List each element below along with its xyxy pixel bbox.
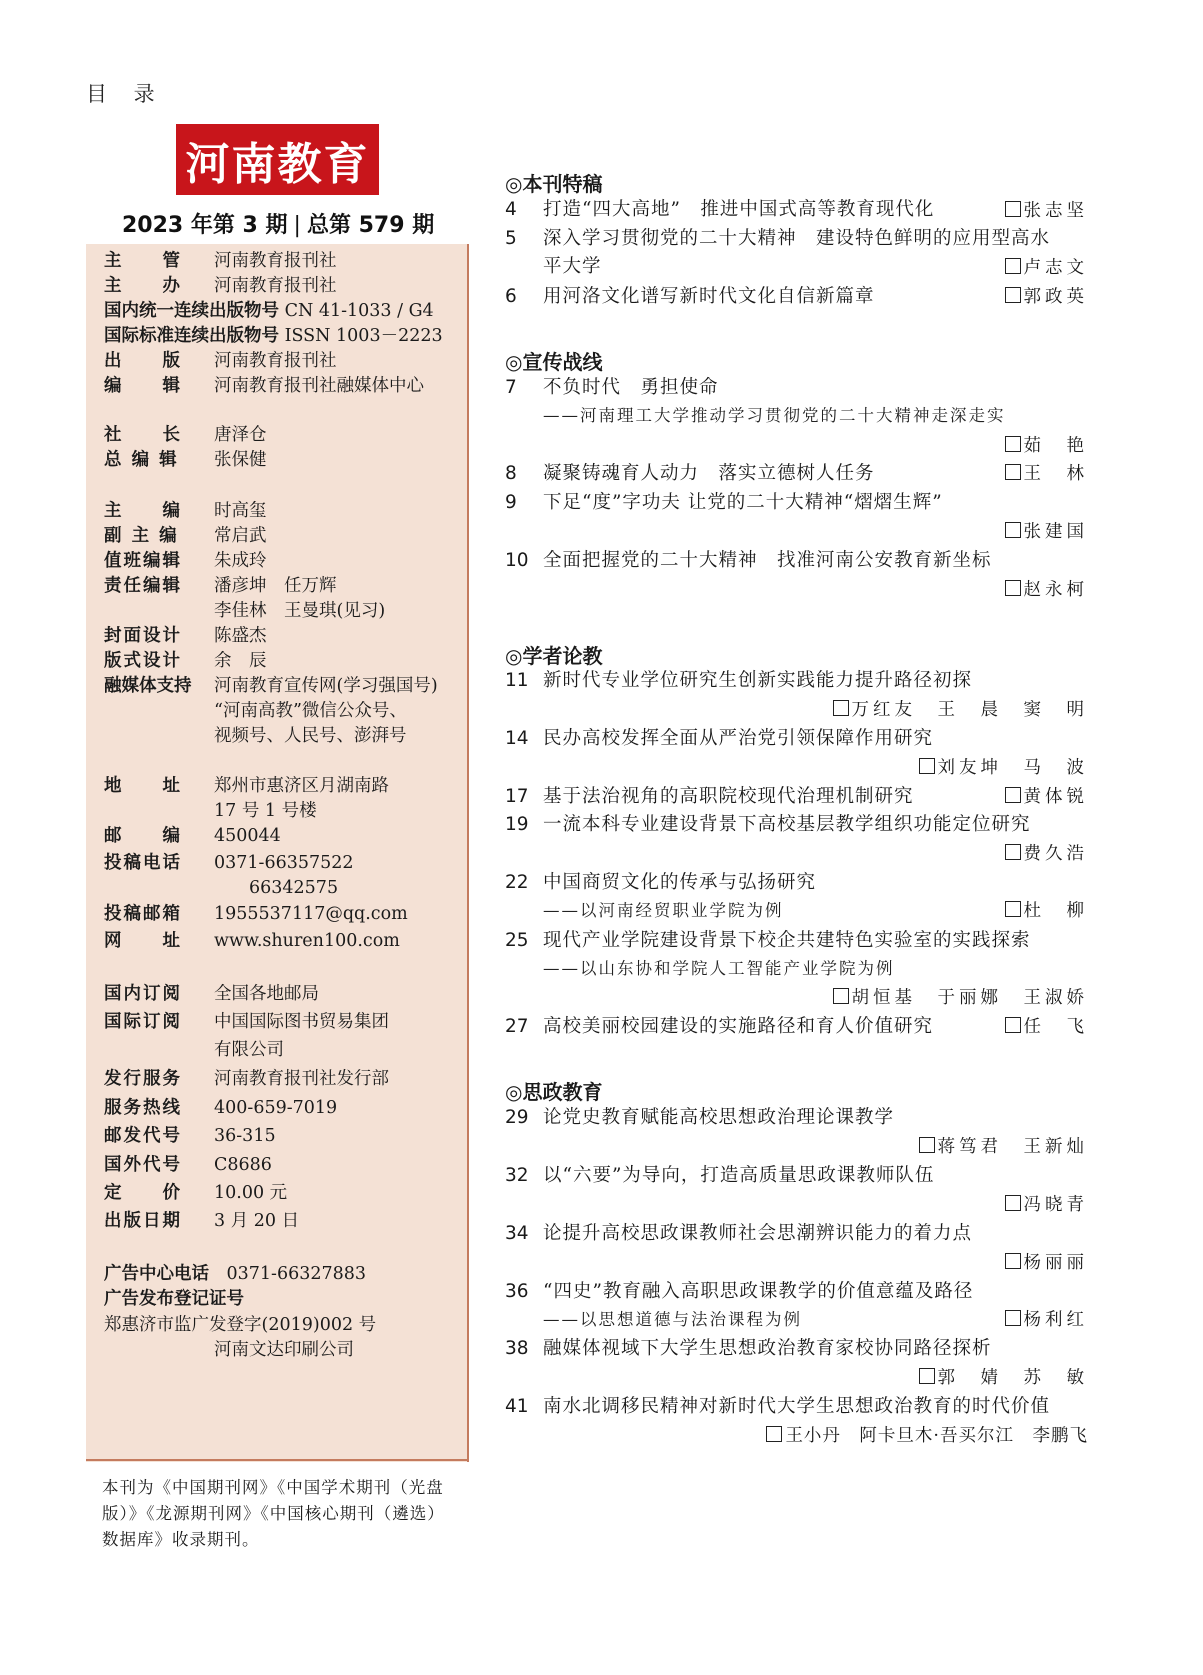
author: 费久浩	[1005, 842, 1089, 866]
subtitle: ——以山东协和学院人工智能产业学院为例	[543, 959, 895, 978]
info-row: 17 号 1 号楼	[214, 801, 317, 821]
toc-entry[interactable]	[505, 198, 1088, 222]
toc-entry[interactable]	[505, 871, 1088, 895]
page-number: 11	[505, 670, 529, 691]
info-row: 国外代号 C8686	[104, 1155, 272, 1175]
page-number: 9	[505, 492, 517, 513]
info-row: 地 址 郑州市惠济区月湖南路	[104, 776, 389, 796]
info-row: 版式设计 余 辰	[104, 651, 267, 671]
author: 卢志文	[1005, 256, 1089, 280]
author: 黄体锐	[1005, 785, 1089, 809]
author: 万红友 王 晨 窦 明	[833, 698, 1089, 722]
page-number: 29	[505, 1107, 529, 1128]
text: 基于法治视角的高职院校现代治理机制研究	[543, 786, 914, 807]
toc-entry[interactable]	[505, 227, 1088, 251]
page-number: 25	[505, 930, 529, 951]
issue-line: 2023 年第 3 期 | 总第 579 期	[122, 213, 435, 238]
info-row: 主 管 河南教育报刊社	[104, 251, 337, 271]
info-row: 出版日期 3 月 20 日	[104, 1211, 300, 1231]
toc-entry[interactable]	[505, 285, 1088, 309]
info-row: 广告中心电话 0371-66327883	[104, 1264, 367, 1284]
page-number: 34	[505, 1223, 529, 1244]
page-number: 5	[505, 228, 517, 249]
text: 以“六要”为导向，打造高质量思政课教师队伍	[543, 1165, 935, 1186]
info-row: 李佳林 王曼琪(见习)	[214, 601, 386, 621]
info-row: 社 长 唐泽仓	[104, 425, 267, 445]
toc-entry[interactable]	[505, 669, 1088, 693]
author: 杨利红	[1005, 1308, 1089, 1332]
info-row: 责任编辑 潘彦坤 任万辉	[104, 576, 337, 596]
text: 下足“度”字功夫 让党的二十大精神“熠熠生辉”	[543, 492, 943, 513]
author: 郭政英	[1005, 285, 1089, 309]
text: 论提升高校思政课教师社会思潮辨识能力的着力点	[543, 1223, 973, 1244]
text: 全面把握党的二十大精神 找准河南公安教育新坐标	[543, 550, 992, 571]
subtitle: ——以思想道德与法治课程为例	[543, 1310, 802, 1329]
section-heading: ◎本刊特稿	[505, 172, 603, 196]
info-row: 总 编 辑 张保健	[104, 450, 267, 470]
info-row: 融媒体支持 河南教育宣传网(学习强国号)	[104, 676, 438, 696]
author: 冯晓青	[1005, 1193, 1089, 1217]
page-number: 27	[505, 1016, 529, 1037]
info-row: 邮发代号 36-315	[104, 1126, 276, 1146]
text: 民办高校发挥全面从严治党引领保障作用研究	[543, 728, 934, 749]
author: 赵永柯	[1005, 578, 1089, 602]
text: 现代产业学院建设背景下校企共建特色实验室的实践探索	[543, 930, 1031, 951]
author: 蒋笃君 王新灿	[919, 1135, 1089, 1159]
toc-entry[interactable]	[505, 813, 1088, 837]
page-number: 41	[505, 1396, 529, 1417]
toc-entry[interactable]	[505, 491, 1088, 515]
section-heading: ◎宣传战线	[505, 350, 603, 374]
page-number: 22	[505, 872, 529, 893]
text: 用河洛文化谱写新时代文化自信新篇章	[543, 286, 875, 307]
indexing-note: 本刊为《中国期刊网》《中国学术期刊（光盘版）》《龙源期刊网》《中国核心期刊（遴选）数据库》收录期刊。	[86, 1459, 467, 1569]
text: 中国商贸文化的传承与弘扬研究	[543, 872, 817, 893]
info-row: 郑惠济市监广发登字(2019)002 号	[104, 1315, 377, 1335]
author: 王小丹 阿卡旦木·吾买尔江 李鹏飞	[766, 1424, 1088, 1448]
info-row: “河南高教”微信公众号、	[214, 701, 407, 721]
author: 胡恒基 于丽娜 王淑娇	[833, 986, 1089, 1010]
info-row: 服务热线 400-659-7019	[104, 1098, 338, 1118]
author: 杜 柳	[1005, 899, 1089, 923]
text: 论党史教育赋能高校思想政治理论课教学	[543, 1107, 895, 1128]
page-number: 8	[505, 463, 517, 484]
text: 融媒体视域下大学生思想政治教育家校协同路径探析	[543, 1338, 992, 1359]
text: 打造“四大高地” 推进中国式高等教育现代化	[543, 199, 935, 220]
page-number: 32	[505, 1165, 529, 1186]
text: 南水北调移民精神对新时代大学生思想政治教育的时代价值	[543, 1396, 1051, 1417]
info-row: 主 编 时高玺	[104, 501, 267, 521]
info-row: 主 办 河南教育报刊社	[104, 276, 337, 296]
info-row: 投稿邮箱 1955537117@qq.com	[104, 904, 408, 924]
subtitle: ——河南理工大学推动学习贯彻党的二十大精神走深走实	[543, 406, 1006, 425]
toc-entry[interactable]	[505, 462, 1088, 486]
author: 郭 婧 苏 敏	[919, 1366, 1089, 1390]
page-number: 6	[505, 286, 517, 307]
info-row: 定 价 10.00 元	[104, 1183, 288, 1203]
toc-entry[interactable]	[505, 1280, 1088, 1304]
text: 不负时代 勇担使命	[543, 377, 719, 398]
info-row: 网 址 www.shuren100.com	[104, 931, 400, 951]
info-row: 封面设计 陈盛杰	[104, 626, 267, 646]
info-row: 国内订阅 全国各地邮局	[104, 984, 319, 1004]
toc-entry[interactable]	[505, 1222, 1088, 1246]
page-section-label: 目 录	[86, 82, 165, 106]
toc-entry[interactable]	[505, 549, 1088, 573]
page-number: 10	[505, 550, 529, 571]
toc-entry[interactable]	[505, 1164, 1088, 1188]
toc-entry[interactable]	[505, 1015, 1088, 1039]
info-row: 值班编辑 朱成玲	[104, 551, 267, 571]
page-number: 7	[505, 377, 517, 398]
page-number: 19	[505, 814, 529, 835]
info-row: 国际订阅 中国国际图书贸易集团	[104, 1012, 389, 1032]
info-row: 河南文达印刷公司	[214, 1340, 354, 1360]
info-row: 邮 编 450044	[104, 826, 281, 846]
page-number: 38	[505, 1338, 529, 1359]
info-row: 广告发布登记证号	[104, 1289, 244, 1309]
page-number: 17	[505, 786, 529, 807]
subtitle: ——以河南经贸职业学院为例	[543, 901, 784, 920]
text: 深入学习贯彻党的二十大精神 建设特色鲜明的应用型高水	[543, 228, 1051, 249]
toc-entry[interactable]	[505, 1106, 1088, 1130]
info-row: 出 版 河南教育报刊社	[104, 351, 337, 371]
page-number: 4	[505, 199, 517, 220]
author: 任 飞	[1005, 1015, 1089, 1039]
publication-info-box	[86, 244, 469, 1549]
info-row: 副 主 编 常启武	[104, 526, 267, 546]
toc-entry[interactable]	[505, 1337, 1088, 1361]
toc-entry[interactable]	[505, 929, 1088, 953]
text: 凝聚铸魂育人动力 落实立德树人任务	[543, 463, 875, 484]
info-row: 发行服务 河南教育报刊社发行部	[104, 1069, 389, 1089]
info-row: 编 辑 河南教育报刊社融媒体中心	[104, 376, 424, 396]
author: 茹 艳	[1005, 434, 1089, 458]
text: 平大学	[543, 256, 602, 277]
author: 张建国	[1005, 520, 1089, 544]
text: 高校美丽校园建设的实施路径和育人价值研究	[543, 1016, 934, 1037]
toc-entry[interactable]	[505, 785, 1088, 809]
author: 王 林	[1005, 462, 1089, 486]
author: 杨丽丽	[1005, 1251, 1089, 1275]
section-heading: ◎学者论教	[505, 644, 603, 668]
author: 刘友坤 马 波	[919, 756, 1089, 780]
info-row: 有限公司	[214, 1040, 284, 1060]
info-row: 国际标准连续出版物号 ISSN 1003－2223	[104, 326, 443, 346]
toc-entry[interactable]	[505, 376, 1088, 400]
info-row: 国内统一连续出版物号 CN 41-1033 / G4	[104, 301, 434, 321]
info-row: 视频号、人民号、澎湃号	[214, 726, 407, 746]
text: 一流本科专业建设背景下高校基层教学组织功能定位研究	[543, 814, 1031, 835]
toc-entry[interactable]	[505, 1395, 1088, 1419]
info-row: 66342575	[214, 878, 339, 898]
text: 新时代专业学位研究生创新实践能力提升路径初探	[543, 670, 973, 691]
author: 张志坚	[1005, 199, 1089, 223]
section-heading: ◎思政教育	[505, 1080, 603, 1104]
text: “四史”教育融入高职思政课教学的价值意蕴及路径	[543, 1281, 974, 1302]
page-number: 14	[505, 728, 529, 749]
page-number: 36	[505, 1281, 529, 1302]
info-row: 投稿电话 0371-66357522	[104, 853, 354, 873]
toc-entry[interactable]	[505, 727, 1088, 751]
masthead-logo: 河南教育	[176, 124, 379, 195]
